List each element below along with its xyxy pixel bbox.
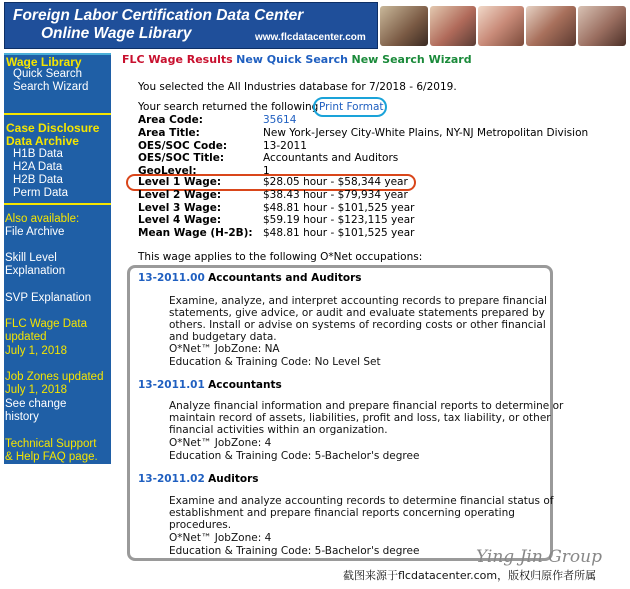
sidebar-item-change-history[interactable]: See change — [5, 398, 67, 410]
sidebar-divider — [4, 203, 111, 205]
occupation-description: Examine, analyze, and interpret accounting records to prepare financial — [169, 295, 547, 307]
occupation-code-link[interactable]: 13-2011.02 — [138, 473, 205, 485]
nav-current-page: FLC Wage Results — [122, 53, 233, 66]
level-3-wage-label: Level 3 Wage: — [138, 202, 222, 214]
sidebar-item-svp-explanation[interactable]: SVP Explanation — [5, 292, 92, 304]
area-title-value: New York-Jersey City-White Plains, NY-NJ Metropolitan Division — [263, 127, 589, 139]
new-quick-search-link[interactable]: New Quick Search — [236, 53, 348, 66]
onet-applies-text: This wage applies to the following O*Net occupations: — [138, 251, 423, 263]
photo-thumbnail — [478, 6, 524, 46]
sidebar-heading-data-archive: Data Archive — [6, 134, 79, 148]
mean-wage-value: $48.81 hour - $101,525 year — [263, 227, 415, 239]
sidebar-item-help-faq[interactable]: & Help FAQ page. — [5, 451, 98, 463]
sidebar-heading-wage-library: Wage Library — [6, 55, 82, 69]
sidebar-item-change-history[interactable]: history — [5, 411, 39, 423]
occupation-description: Analyze financial information and prepare financial reports to determine or — [169, 400, 564, 412]
sidebar-heading-case-disclosure: Case Disclosure — [6, 121, 100, 135]
site-header — [4, 2, 378, 49]
occupation-jobzone-link[interactable]: O*Net™ JobZone: 4 — [169, 532, 272, 544]
area-code-value[interactable]: 35614 — [263, 114, 297, 126]
header-title: Foreign Labor Certification Data Center — [13, 7, 304, 24]
print-format-link[interactable]: Print Format — [319, 101, 384, 113]
occupation-description: maintain record of assets, liabilities, profit and loss, tax liability, or other — [169, 412, 551, 424]
sidebar-flc-updated-date: July 1, 2018 — [5, 345, 68, 357]
watermark-signature: Ying Jin Group — [476, 547, 602, 567]
level-1-wage-label: Level 1 Wage: — [138, 176, 222, 188]
print-format-highlight — [313, 97, 387, 117]
search-returned-text: Your search returned the following — [138, 101, 319, 113]
photo-thumbnail — [578, 6, 626, 46]
results-nav — [122, 53, 472, 66]
geolevel-label: GeoLevel: — [138, 165, 197, 177]
header-subtitle: Online Wage Library — [41, 25, 192, 42]
sidebar-item-h2a-data[interactable]: H2A Data — [13, 161, 63, 173]
geolevel-value: 1 — [263, 165, 270, 177]
sidebar-item-skill-level[interactable]: Skill Level — [5, 252, 57, 264]
occupation-education-link[interactable]: Education & Training Code: 5-Bachelor's degree — [169, 545, 420, 557]
occupation-description: Examine and analyze accounting records to determine financial status of — [169, 495, 554, 507]
sidebar-job-zones-date: July 1, 2018 — [5, 384, 68, 396]
soc-title-value: Accountants and Auditors — [263, 152, 399, 164]
occupation-code-link[interactable]: 13-2011.00 — [138, 272, 205, 284]
new-search-wizard-link[interactable]: New Search Wizard — [351, 53, 472, 66]
level-3-wage-value: $48.81 hour - $101,525 year — [263, 202, 415, 214]
soc-title-label: OES/SOC Title: — [138, 152, 225, 164]
mean-wage-label: Mean Wage (H-2B): — [138, 227, 253, 239]
selected-database-text: You selected the All Industries database for 7/2018 - 6/2019. — [138, 81, 457, 93]
occupation-heading — [138, 473, 259, 485]
sidebar-divider — [4, 113, 111, 115]
soc-code-label: OES/SOC Code: — [138, 140, 228, 152]
occupation-description: financial activities within an organization. — [169, 424, 388, 436]
sidebar-item-quick-search[interactable]: Quick Search — [13, 68, 83, 80]
sidebar-flc-updated: updated — [5, 331, 47, 343]
photo-thumbnail — [380, 6, 428, 46]
occupation-education-link[interactable]: Education & Training Code: No Level Set — [169, 356, 381, 368]
sidebar-item-h1b-data[interactable]: H1B Data — [13, 148, 63, 160]
occupation-description: statements, give advice, or audit and evaluate statements prepared by — [169, 307, 545, 319]
header-photo-strip — [378, 2, 628, 49]
sidebar-item-file-archive[interactable]: File Archive — [5, 226, 65, 238]
photo-thumbnail — [526, 6, 576, 46]
sidebar-item-perm-data[interactable]: Perm Data — [13, 187, 68, 199]
sidebar-also-available: Also available: — [5, 213, 80, 225]
occupation-title: Accountants — [208, 379, 282, 391]
level-4-wage-label: Level 4 Wage: — [138, 214, 222, 226]
soc-code-value: 13-2011 — [263, 140, 307, 152]
occupation-code-link[interactable]: 13-2011.01 — [138, 379, 205, 391]
sidebar-flc-updated: FLC Wage Data — [5, 318, 88, 330]
level-2-wage-label: Level 2 Wage: — [138, 189, 222, 201]
header-url[interactable]: www.flcdatacenter.com — [255, 32, 366, 43]
sidebar — [4, 53, 111, 464]
occupation-education-link[interactable]: Education & Training Code: 5-Bachelor's degree — [169, 450, 420, 462]
sidebar-job-zones-updated: Job Zones updated — [5, 371, 104, 383]
area-code-label: Area Code: — [138, 114, 203, 126]
occupation-jobzone-link[interactable]: O*Net™ JobZone: NA — [169, 343, 280, 355]
sidebar-item-search-wizard[interactable]: Search Wizard — [13, 81, 89, 93]
occupation-description: others. Install or advise on systems of recording costs or other financial — [169, 319, 546, 331]
occupation-heading — [138, 272, 362, 284]
occupation-description: establishment and prepare financial reports concerning operating — [169, 507, 515, 519]
occupation-jobzone-link[interactable]: O*Net™ JobZone: 4 — [169, 437, 272, 449]
sidebar-item-h2b-data[interactable]: H2B Data — [13, 174, 63, 186]
sidebar-item-skill-level-explanation[interactable]: Explanation — [5, 265, 66, 277]
occupation-description: procedures. — [169, 519, 232, 531]
occupation-title: Auditors — [208, 473, 259, 485]
occupation-title: Accountants and Auditors — [208, 272, 362, 284]
area-title-label: Area Title: — [138, 127, 200, 139]
level-1-wage-value: $28.05 hour - $58,344 year — [263, 176, 408, 188]
watermark-caption: 截图来源于flcdatacenter.com，版权归原作者所属 — [343, 569, 597, 582]
level-4-wage-value: $59.19 hour - $123,115 year — [263, 214, 415, 226]
occupation-description: and budgetary data. — [169, 331, 277, 343]
sidebar-item-technical-support[interactable]: Technical Support — [5, 438, 97, 450]
photo-thumbnail — [430, 6, 476, 46]
level-2-wage-value: $38.43 hour - $79,934 year — [263, 189, 408, 201]
occupation-heading — [138, 379, 282, 391]
